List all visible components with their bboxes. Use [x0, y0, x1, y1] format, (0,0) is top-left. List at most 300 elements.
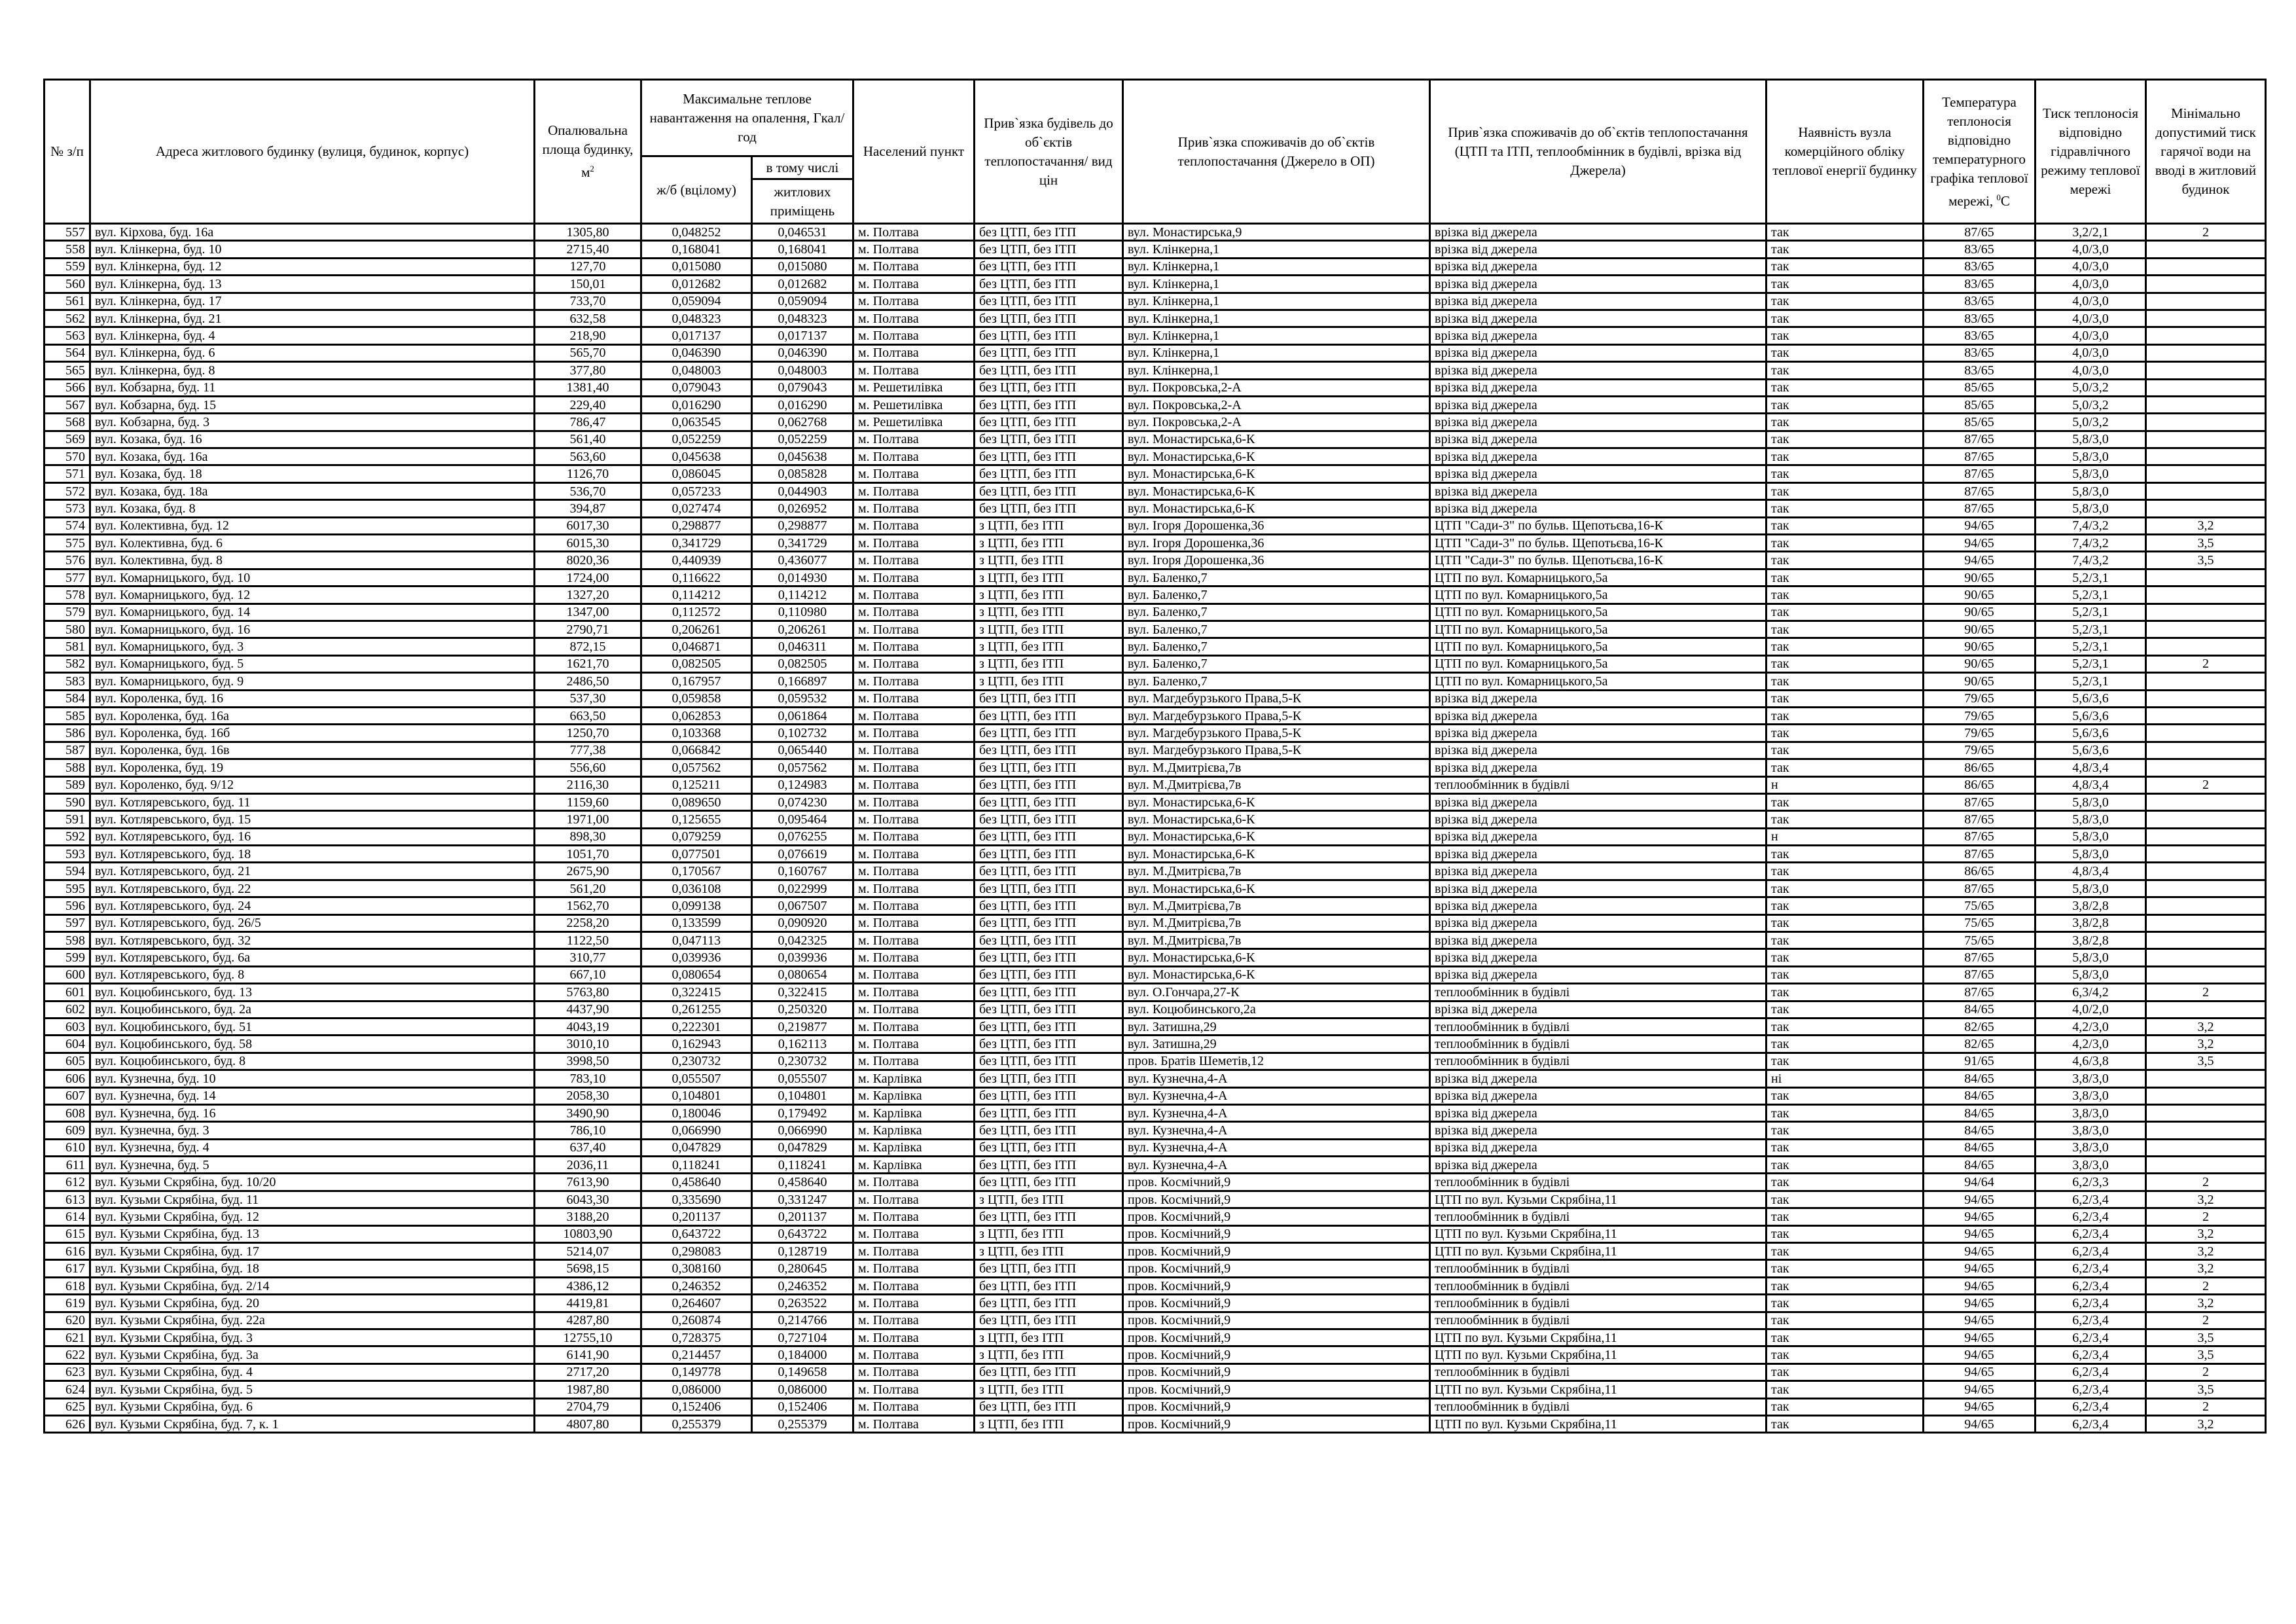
- cell-address: вул. Котляревського, буд. 24: [90, 897, 535, 914]
- cell-metering: так: [1767, 621, 1924, 638]
- cell-load-residential: 0,076255: [752, 828, 853, 845]
- cell-source: вул. Монастирська,6-К: [1123, 966, 1430, 983]
- cell-area: 565,70: [535, 344, 641, 361]
- cell-load-residential: 0,166897: [752, 673, 853, 690]
- cell-source: вул. Кузнечна,4-А: [1123, 1087, 1430, 1104]
- cell-source: вул. М.Дмитрієва,7в: [1123, 863, 1430, 880]
- cell-num: 625: [45, 1398, 90, 1415]
- cell-binding: без ЦТП, без ІТП: [975, 897, 1123, 914]
- cell-address: вул. Кузьми Скрябіна, буд. 11: [90, 1191, 535, 1208]
- cell-num: 589: [45, 776, 90, 793]
- table-row: [45, 966, 2266, 983]
- cell-binding: без ЦТП, без ІТП: [975, 448, 1123, 465]
- cell-metering: так: [1767, 552, 1924, 569]
- cell-temperature: 82/65: [1924, 1036, 2036, 1053]
- table-row: [45, 396, 2266, 413]
- cell-area: 4043,19: [535, 1018, 641, 1035]
- cell-area: 6017,30: [535, 517, 641, 534]
- cell-binding: без ЦТП, без ІТП: [975, 1087, 1123, 1104]
- cell-pressure: 6,2/3,4: [2036, 1329, 2146, 1346]
- cell-connection: ЦТП по вул. Комарницького,5а: [1430, 673, 1767, 690]
- cell-binding: без ЦТП, без ІТП: [975, 932, 1123, 949]
- col-header-temperature: [1924, 80, 2036, 224]
- cell-pressure: 4,2/3,0: [2036, 1018, 2146, 1035]
- cell-num: 575: [45, 535, 90, 552]
- cell-address: вул. Клінкерна, буд. 10: [90, 241, 535, 258]
- cell-load-total: 0,230732: [641, 1053, 752, 1070]
- cell-source: пров. Космічний,9: [1123, 1225, 1430, 1242]
- cell-num: 574: [45, 517, 90, 534]
- cell-settlement: м. Карлівка: [853, 1139, 975, 1156]
- cell-temperature: 87/65: [1924, 448, 2036, 465]
- cell-min-pressure: [2146, 604, 2266, 621]
- cell-metering: так: [1767, 1139, 1924, 1156]
- cell-num: 571: [45, 465, 90, 482]
- cell-connection: ЦТП по вул. Комарницького,5а: [1430, 638, 1767, 655]
- cell-settlement: м. Полтава: [853, 638, 975, 655]
- cell-area: 1122,50: [535, 932, 641, 949]
- cell-min-pressure: 2: [2146, 776, 2266, 793]
- cell-connection: врізка від джерела: [1430, 276, 1767, 293]
- table-row: [45, 1381, 2266, 1398]
- cell-source: вул. Кузнечна,4-А: [1123, 1139, 1430, 1156]
- cell-pressure: 5,8/3,0: [2036, 949, 2146, 966]
- cell-metering: так: [1767, 1329, 1924, 1346]
- cell-binding: без ЦТП, без ІТП: [975, 1277, 1123, 1294]
- cell-settlement: м. Полтава: [853, 690, 975, 707]
- table-row: [45, 1122, 2266, 1139]
- cell-load-total: 0,180046: [641, 1104, 752, 1121]
- cell-settlement: м. Полтава: [853, 811, 975, 828]
- cell-temperature: 79/65: [1924, 690, 2036, 707]
- cell-source: вул. Баленко,7: [1123, 604, 1430, 621]
- cell-load-total: 0,162943: [641, 1036, 752, 1053]
- cell-pressure: 3,8/2,8: [2036, 897, 2146, 914]
- cell-settlement: м. Полтава: [853, 932, 975, 949]
- cell-load-total: 0,341729: [641, 535, 752, 552]
- cell-num: 598: [45, 932, 90, 949]
- cell-metering: так: [1767, 690, 1924, 707]
- cell-load-total: 0,125655: [641, 811, 752, 828]
- cell-connection: врізка від джерела: [1430, 414, 1767, 431]
- table-row: [45, 776, 2266, 793]
- cell-area: 377,80: [535, 362, 641, 379]
- cell-metering: так: [1767, 1277, 1924, 1294]
- heating-buildings-table: [43, 79, 2267, 1434]
- table-row: [45, 1191, 2266, 1208]
- table-row: [45, 759, 2266, 776]
- cell-connection: теплообмінник в будівлі: [1430, 984, 1767, 1001]
- cell-connection: теплообмінник в будівлі: [1430, 1208, 1767, 1225]
- cell-temperature: 83/65: [1924, 327, 2036, 344]
- cell-metering: так: [1767, 465, 1924, 482]
- cell-pressure: 6,2/3,4: [2036, 1277, 2146, 1294]
- cell-source: вул. Покровська,2-А: [1123, 414, 1430, 431]
- cell-binding: без ЦТП, без ІТП: [975, 725, 1123, 742]
- cell-binding: з ЦТП, без ІТП: [975, 569, 1123, 586]
- cell-pressure: 5,8/3,0: [2036, 448, 2146, 465]
- cell-settlement: м. Полтава: [853, 1329, 975, 1346]
- cell-metering: так: [1767, 725, 1924, 742]
- cell-pressure: 5,2/3,1: [2036, 655, 2146, 672]
- cell-source: вул. Кузнечна,4-А: [1123, 1157, 1430, 1174]
- cell-load-total: 0,046871: [641, 638, 752, 655]
- cell-load-residential: 0,016290: [752, 396, 853, 413]
- cell-source: вул. Монастирська,9: [1123, 224, 1430, 241]
- cell-pressure: 3,8/2,8: [2036, 932, 2146, 949]
- cell-metering: так: [1767, 1122, 1924, 1139]
- cell-address: вул. Коцюбинського, буд. 2а: [90, 1001, 535, 1018]
- cell-source: пров. Космічний,9: [1123, 1295, 1430, 1312]
- cell-min-pressure: [2146, 276, 2266, 293]
- cell-binding: без ЦТП, без ІТП: [975, 1157, 1123, 1174]
- cell-connection: ЦТП по вул. Комарницького,5а: [1430, 621, 1767, 638]
- cell-load-residential: 0,298877: [752, 517, 853, 534]
- cell-temperature: 85/65: [1924, 379, 2036, 396]
- cell-binding: без ЦТП, без ІТП: [975, 1122, 1123, 1139]
- cell-metering: так: [1767, 984, 1924, 1001]
- cell-min-pressure: [2146, 880, 2266, 897]
- table-row: [45, 1329, 2266, 1346]
- cell-pressure: 6,2/3,4: [2036, 1415, 2146, 1432]
- cell-connection: теплообмінник в будівлі: [1430, 1398, 1767, 1415]
- cell-metering: н: [1767, 828, 1924, 845]
- cell-load-residential: 0,162113: [752, 1036, 853, 1053]
- cell-binding: без ЦТП, без ІТП: [975, 690, 1123, 707]
- cell-metering: так: [1767, 673, 1924, 690]
- table-row: [45, 621, 2266, 638]
- cell-binding: без ЦТП, без ІТП: [975, 465, 1123, 482]
- cell-address: вул. Кузьми Скрябіна, буд. 12: [90, 1208, 535, 1225]
- cell-binding: без ЦТП, без ІТП: [975, 1139, 1123, 1156]
- cell-address: вул. Кузьми Скрябіна, буд. 2/14: [90, 1277, 535, 1294]
- cell-connection: теплообмінник в будівлі: [1430, 1277, 1767, 1294]
- cell-load-total: 0,116622: [641, 569, 752, 586]
- cell-source: вул. Магдебурзького Права,5-К: [1123, 725, 1430, 742]
- cell-binding: без ЦТП, без ІТП: [975, 1053, 1123, 1070]
- cell-area: 6015,30: [535, 535, 641, 552]
- cell-address: вул. Кузнечна, буд. 4: [90, 1139, 535, 1156]
- cell-num: 607: [45, 1087, 90, 1104]
- cell-temperature: 94/64: [1924, 1174, 2036, 1191]
- cell-num: 584: [45, 690, 90, 707]
- cell-temperature: 87/65: [1924, 828, 2036, 845]
- cell-pressure: 5,2/3,1: [2036, 621, 2146, 638]
- cell-address: вул. Козака, буд. 18: [90, 465, 535, 482]
- cell-connection: врізка від джерела: [1430, 880, 1767, 897]
- col-header-connection: Прив`язка споживачів до об`єктів теплопостачання (ЦТП та ІТП, теплообмінник в будівлі, врізка від Джерела): [1430, 80, 1767, 224]
- cell-load-residential: 0,219877: [752, 1018, 853, 1035]
- cell-connection: врізка від джерела: [1430, 224, 1767, 241]
- cell-temperature: 94/65: [1924, 552, 2036, 569]
- cell-min-pressure: [2146, 1122, 2266, 1139]
- cell-connection: врізка від джерела: [1430, 327, 1767, 344]
- cell-pressure: 4,0/3,0: [2036, 310, 2146, 327]
- cell-settlement: м. Полтава: [853, 258, 975, 275]
- cell-pressure: 4,0/3,0: [2036, 344, 2146, 361]
- table-row: [45, 1277, 2266, 1294]
- cell-temperature: 84/65: [1924, 1157, 2036, 1174]
- cell-area: 556,60: [535, 759, 641, 776]
- cell-source: вул. Покровська,2-А: [1123, 379, 1430, 396]
- col-header-address: [90, 80, 535, 224]
- cell-source: вул. Клінкерна,1: [1123, 362, 1430, 379]
- table-row: [45, 1104, 2266, 1121]
- cell-area: 1971,00: [535, 811, 641, 828]
- cell-connection: ЦТП по вул. Кузьми Скрябіна,11: [1430, 1381, 1767, 1398]
- cell-binding: без ЦТП, без ІТП: [975, 966, 1123, 983]
- cell-address: вул. Кузьми Скрябіна, буд. 13: [90, 1225, 535, 1242]
- cell-settlement: м. Полтава: [853, 1208, 975, 1225]
- cell-area: 1987,80: [535, 1381, 641, 1398]
- degree-superscript: 0: [1996, 192, 2001, 202]
- cell-num: 572: [45, 482, 90, 499]
- cell-load-residential: 0,168041: [752, 241, 853, 258]
- cell-load-total: 0,170567: [641, 863, 752, 880]
- cell-num: 559: [45, 258, 90, 275]
- cell-address: вул. Клінкерна, буд. 4: [90, 327, 535, 344]
- table-row: [45, 811, 2266, 828]
- cell-connection: ЦТП по вул. Комарницького,5а: [1430, 655, 1767, 672]
- cell-num: 567: [45, 396, 90, 413]
- cell-area: 2704,79: [535, 1398, 641, 1415]
- cell-area: 783,10: [535, 1070, 641, 1087]
- cell-load-residential: 0,184000: [752, 1346, 853, 1363]
- cell-metering: так: [1767, 1363, 1924, 1380]
- cell-pressure: 6,2/3,4: [2036, 1312, 2146, 1329]
- cell-source: пров. Космічний,9: [1123, 1329, 1430, 1346]
- col-header-load-group: Максимальне теплове навантаження на опалення, Гкал/год: [641, 80, 853, 156]
- cell-binding: без ЦТП, без ІТП: [975, 776, 1123, 793]
- cell-load-residential: 0,026952: [752, 500, 853, 517]
- table-row: [45, 863, 2266, 880]
- cell-pressure: 5,8/3,0: [2036, 500, 2146, 517]
- cell-area: 2675,90: [535, 863, 641, 880]
- cell-temperature: 87/65: [1924, 431, 2036, 448]
- cell-metering: так: [1767, 1036, 1924, 1053]
- cell-load-total: 0,322415: [641, 984, 752, 1001]
- cell-area: 637,40: [535, 1139, 641, 1156]
- cell-pressure: 4,0/3,0: [2036, 241, 2146, 258]
- cell-area: 2058,30: [535, 1087, 641, 1104]
- cell-load-residential: 0,046531: [752, 224, 853, 241]
- table-row: [45, 327, 2266, 344]
- cell-settlement: м. Полтава: [853, 742, 975, 759]
- cell-pressure: 4,0/3,0: [2036, 293, 2146, 310]
- cell-load-total: 0,015080: [641, 258, 752, 275]
- cell-connection: врізка від джерела: [1430, 344, 1767, 361]
- cell-temperature: 79/65: [1924, 725, 2036, 742]
- cell-num: 566: [45, 379, 90, 396]
- cell-metering: так: [1767, 897, 1924, 914]
- cell-num: 611: [45, 1157, 90, 1174]
- table-row: [45, 1363, 2266, 1380]
- cell-source: вул. Монастирська,6-К: [1123, 828, 1430, 845]
- cell-pressure: 5,8/3,0: [2036, 828, 2146, 845]
- cell-address: вул. Комарницького, буд. 14: [90, 604, 535, 621]
- cell-metering: так: [1767, 517, 1924, 534]
- cell-load-total: 0,059858: [641, 690, 752, 707]
- cell-num: 594: [45, 863, 90, 880]
- cell-load-residential: 0,250320: [752, 1001, 853, 1018]
- cell-address: вул. Кузнечна, буд. 16: [90, 1104, 535, 1121]
- cell-settlement: м. Полтава: [853, 224, 975, 241]
- cell-settlement: м. Полтава: [853, 1295, 975, 1312]
- cell-area: 1250,70: [535, 725, 641, 742]
- cell-area: 1562,70: [535, 897, 641, 914]
- cell-metering: так: [1767, 293, 1924, 310]
- cell-address: вул. Кузьми Скрябіна, буд. 10/20: [90, 1174, 535, 1191]
- cell-num: 593: [45, 846, 90, 863]
- cell-metering: н: [1767, 776, 1924, 793]
- cell-address: вул. Кузнечна, буд. 14: [90, 1087, 535, 1104]
- cell-settlement: м. Полтава: [853, 1312, 975, 1329]
- cell-temperature: 87/65: [1924, 500, 2036, 517]
- cell-settlement: м. Полтава: [853, 897, 975, 914]
- cell-load-total: 0,017137: [641, 327, 752, 344]
- cell-temperature: 84/65: [1924, 1104, 2036, 1121]
- table-row: [45, 914, 2266, 931]
- cell-settlement: м. Полтава: [853, 621, 975, 638]
- cell-pressure: 3,8/3,0: [2036, 1087, 2146, 1104]
- col-header-binding: Прив`язка будівель до об`єктів теплопостачання/ вид цін: [975, 80, 1123, 224]
- cell-pressure: 5,8/3,0: [2036, 966, 2146, 983]
- cell-temperature: 94/65: [1924, 1191, 2036, 1208]
- cell-address: вул. Короленка, буд. 16а: [90, 707, 535, 724]
- cell-settlement: м. Полтава: [853, 1243, 975, 1260]
- cell-pressure: 5,0/3,2: [2036, 396, 2146, 413]
- cell-num: 596: [45, 897, 90, 914]
- cell-metering: так: [1767, 344, 1924, 361]
- cell-num: 583: [45, 673, 90, 690]
- cell-num: 565: [45, 362, 90, 379]
- cell-num: 604: [45, 1036, 90, 1053]
- cell-num: 612: [45, 1174, 90, 1191]
- cell-load-total: 0,027474: [641, 500, 752, 517]
- cell-min-pressure: 3,2: [2146, 1260, 2266, 1277]
- cell-settlement: м. Полтава: [853, 1346, 975, 1363]
- cell-binding: без ЦТП, без ІТП: [975, 707, 1123, 724]
- cell-min-pressure: 3,2: [2146, 1036, 2266, 1053]
- cell-min-pressure: [2146, 310, 2266, 327]
- cell-area: 1126,70: [535, 465, 641, 482]
- cell-load-residential: 0,331247: [752, 1191, 853, 1208]
- cell-binding: без ЦТП, без ІТП: [975, 1260, 1123, 1277]
- cell-temperature: 85/65: [1924, 414, 2036, 431]
- cell-area: 5763,80: [535, 984, 641, 1001]
- cell-address: вул. Комарницького, буд. 3: [90, 638, 535, 655]
- table-row: [45, 793, 2266, 810]
- cell-temperature: 87/65: [1924, 793, 2036, 810]
- table-row: [45, 604, 2266, 621]
- cell-settlement: м. Полтава: [853, 1001, 975, 1018]
- cell-connection: врізка від джерела: [1430, 500, 1767, 517]
- cell-load-total: 0,643722: [641, 1225, 752, 1242]
- cell-load-total: 0,298877: [641, 517, 752, 534]
- cell-temperature: 94/65: [1924, 1381, 2036, 1398]
- cell-pressure: 4,6/3,8: [2036, 1053, 2146, 1070]
- table-row: [45, 1001, 2266, 1018]
- table-row: [45, 742, 2266, 759]
- cell-num: 615: [45, 1225, 90, 1242]
- cell-num: 579: [45, 604, 90, 621]
- cell-settlement: м. Полтава: [853, 327, 975, 344]
- cell-area: 12755,10: [535, 1329, 641, 1346]
- table-row: [45, 362, 2266, 379]
- cell-pressure: 3,8/3,0: [2036, 1139, 2146, 1156]
- cell-min-pressure: 3,2: [2146, 1415, 2266, 1432]
- cell-load-total: 0,440939: [641, 552, 752, 569]
- cell-temperature: 94/65: [1924, 1363, 2036, 1380]
- cell-load-residential: 0,022999: [752, 880, 853, 897]
- cell-metering: так: [1767, 1157, 1924, 1174]
- cell-connection: ЦТП по вул. Комарницького,5а: [1430, 586, 1767, 604]
- cell-connection: теплообмінник в будівлі: [1430, 1295, 1767, 1312]
- cell-num: 561: [45, 293, 90, 310]
- cell-address: вул. Комарницького, буд. 12: [90, 586, 535, 604]
- cell-min-pressure: [2146, 1001, 2266, 1018]
- cell-address: вул. Колективна, буд. 12: [90, 517, 535, 534]
- cell-load-total: 0,125211: [641, 776, 752, 793]
- table-row: [45, 1312, 2266, 1329]
- cell-area: 3188,20: [535, 1208, 641, 1225]
- cell-min-pressure: [2146, 1104, 2266, 1121]
- cell-load-residential: 0,012682: [752, 276, 853, 293]
- cell-num: 570: [45, 448, 90, 465]
- cell-source: пров. Космічний,9: [1123, 1312, 1430, 1329]
- cell-temperature: 94/65: [1924, 1329, 2036, 1346]
- cell-address: вул. Кузьми Скрябіна, буд. 18: [90, 1260, 535, 1277]
- cell-connection: врізка від джерела: [1430, 258, 1767, 275]
- cell-num: 586: [45, 725, 90, 742]
- cell-temperature: 90/65: [1924, 673, 2036, 690]
- cell-settlement: м. Полтава: [853, 362, 975, 379]
- cell-binding: без ЦТП, без ІТП: [975, 276, 1123, 293]
- cell-metering: так: [1767, 379, 1924, 396]
- cell-address: вул. Кузьми Скрябіна, буд. 3а: [90, 1346, 535, 1363]
- table-row: [45, 1070, 2266, 1087]
- cell-source: вул. Баленко,7: [1123, 569, 1430, 586]
- table-row: [45, 310, 2266, 327]
- cell-connection: теплообмінник в будівлі: [1430, 1018, 1767, 1035]
- cell-binding: без ЦТП, без ІТП: [975, 1174, 1123, 1191]
- cell-binding: без ЦТП, без ІТП: [975, 1312, 1123, 1329]
- cell-temperature: 90/65: [1924, 569, 2036, 586]
- cell-area: 733,70: [535, 293, 641, 310]
- cell-load-residential: 0,118241: [752, 1157, 853, 1174]
- cell-settlement: м. Полтава: [853, 552, 975, 569]
- cell-min-pressure: [2146, 293, 2266, 310]
- cell-address: вул. Котляревського, буд. 15: [90, 811, 535, 828]
- col-header-pressure: Тиск теплоносія відповідно гідравлічного режиму теплової мережі: [2036, 80, 2146, 224]
- cell-pressure: 4,0/2,0: [2036, 1001, 2146, 1018]
- cell-settlement: м. Полтава: [853, 1225, 975, 1242]
- cell-num: 581: [45, 638, 90, 655]
- cell-connection: врізка від джерела: [1430, 1087, 1767, 1104]
- cell-load-residential: 0,080654: [752, 966, 853, 983]
- cell-settlement: м. Полтава: [853, 535, 975, 552]
- cell-area: 5698,15: [535, 1260, 641, 1277]
- cell-address: вул. Короленка, буд. 19: [90, 759, 535, 776]
- table-row: [45, 500, 2266, 517]
- cell-load-total: 0,048003: [641, 362, 752, 379]
- cell-area: 1724,00: [535, 569, 641, 586]
- cell-load-total: 0,047113: [641, 932, 752, 949]
- cell-connection: теплообмінник в будівлі: [1430, 1312, 1767, 1329]
- cell-area: 2715,40: [535, 241, 641, 258]
- cell-address: вул. Кузьми Скрябіна, буд. 22а: [90, 1312, 535, 1329]
- cell-min-pressure: [2146, 431, 2266, 448]
